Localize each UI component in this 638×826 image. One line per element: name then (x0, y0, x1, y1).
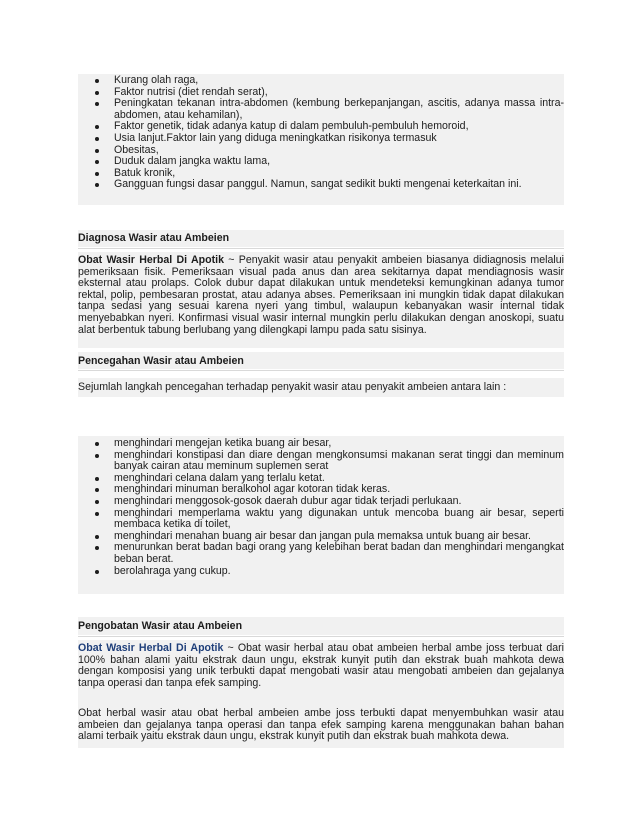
list-item: menghindari celana dalam yang terlalu ketat. (78, 473, 564, 485)
pengobatan-paragraph: Obat Wasir Herbal Di Apotik ~ Obat wasir herbal atau obat ambeien herbal ambe joss terbuat dari 100% bahan alami yaitu ekstrak daun ungu, ekstrak kunyit putih dan ekstrak buah mahkota dewa dengan komposisi yang unik terbukti dapat mengobati wasir atau mengobati ambeien dan gejalanya tanpa operasi dan tanpa efek samping. (78, 642, 564, 689)
list-item: Faktor nutrisi (diet rendah serat), (78, 87, 564, 99)
bullet-icon (95, 91, 99, 95)
pencegahan-heading: Pencegahan Wasir atau Ambeien (78, 355, 244, 367)
list-item: menghindari menggosok-gosok daerah dubur agar tidak terjadi perlukaan. (78, 496, 564, 508)
bullet-icon (95, 500, 99, 504)
pengobatan-heading: Pengobatan Wasir atau Ambeien (78, 620, 243, 632)
bullet-icon (95, 160, 99, 164)
list-item: Usia lanjut.Faktor lain yang diduga meningkatkan risikonya termasuk (78, 133, 564, 145)
bullet-icon (95, 488, 99, 492)
bullet-icon (95, 535, 99, 539)
list-item: Batuk kronik, (78, 168, 564, 180)
list-item: menghindari memperlama waktu yang digunakan untuk mencoba buang air besar, seperti membaca ketika di toilet, (78, 508, 564, 531)
bullet-icon (95, 172, 99, 176)
pengobatan-paragraph-2: Obat herbal wasir atau obat herbal ambeien ambe joss terbukti dapat menyembuhkan wasir atau ambeien dan gejalanya tanpa operasi dan tanpa efek samping karena menggunakan bahan bahan alami terbaik yaitu ekstrak daun ungu, ekstrak kunyit putih dan ekstrak buah mahkota dewa. (78, 707, 564, 743)
bullet-icon (95, 477, 99, 481)
diagnosa-paragraph: Obat Wasir Herbal Di Apotik ~ Penyakit wasir atau penyakit ambeien biasanya didiagnosis melalui pemeriksaan fisik. Pemeriksaan visual pada anus dan area sekitarnya dapat mendiagnosis wasir eksternal atau prolaps. Colok dubur dapat dilakukan untuk mendeteksi kemungkinan adanya tumor rektal, polip, pembesaran prostat, atau adanya abses. Pemeriksaan ini mungkin tidak dapat dilakukan tanpa sedasi yang sesuai karena nyeri yang timbul, walaupun kebanyakan wasir internal tidak menyebabkan nyeri. Konfirmasi visual wasir internal mungkin perlu dilakukan dengan anoskopi, suatu alat berbentuk tabung berlubang yang dilengkapi lampu pada satu sisinya. (78, 254, 564, 336)
divider (78, 636, 564, 637)
list-item: menghindari menahan buang air besar dan jangan pula memaksa untuk buang air besar. (78, 531, 564, 543)
list-item: Gangguan fungsi dasar panggul. Namun, sangat sedikit bukti mengenai keterkaitan ini. (78, 179, 564, 191)
bullet-icon (95, 79, 99, 83)
bullet-icon (95, 546, 99, 550)
bullet-icon (95, 454, 99, 458)
bullet-icon (95, 183, 99, 187)
list-item: menurunkan berat badan bagi orang yang kelebihan berat badan dan menghindari mengangkat beban berat. (78, 542, 564, 565)
risk-factor-list (78, 75, 564, 191)
list-item: menghindari mengejan ketika buang air besar, (78, 438, 564, 450)
list-item: menghindari minuman beralkohol agar kotoran tidak keras. (78, 484, 564, 496)
list-item: Peningkatan tekanan intra-abdomen (kembung berkepanjangan, ascitis, adanya massa intra-abdomen, atau kehamilan), (78, 98, 564, 121)
pencegahan-intro: Sejumlah langkah pencegahan terhadap penyakit wasir atau penyakit ambeien antara lain : (78, 381, 507, 393)
bullet-icon (95, 102, 99, 106)
bullet-icon (95, 149, 99, 153)
list-item: Duduk dalam jangka waktu lama, (78, 156, 564, 168)
prevention-list (78, 438, 564, 577)
bullet-icon (95, 137, 99, 141)
bullet-icon (95, 512, 99, 516)
diagnosa-heading: Diagnosa Wasir atau Ambeien (78, 232, 230, 244)
divider (78, 248, 564, 249)
list-item: Kurang olah raga, (78, 75, 564, 87)
list-item: Obesitas, (78, 145, 564, 157)
article-link[interactable]: Obat Wasir Herbal Di Apotik (78, 254, 224, 266)
bullet-icon (95, 570, 99, 574)
list-item: menghindari konstipasi dan diare dengan mengkonsumsi makanan serat tinggi dan meminum banyak cairan atau meminum suplemen serat (78, 450, 564, 473)
article-link[interactable]: Obat Wasir Herbal Di Apotik (78, 642, 224, 654)
bullet-icon (95, 442, 99, 446)
list-item: berolahraga yang cukup. (78, 566, 564, 578)
divider (78, 370, 564, 371)
list-item: Faktor genetik, tidak adanya katup di dalam pembuluh-pembuluh hemoroid, (78, 121, 564, 133)
bullet-icon (95, 125, 99, 129)
